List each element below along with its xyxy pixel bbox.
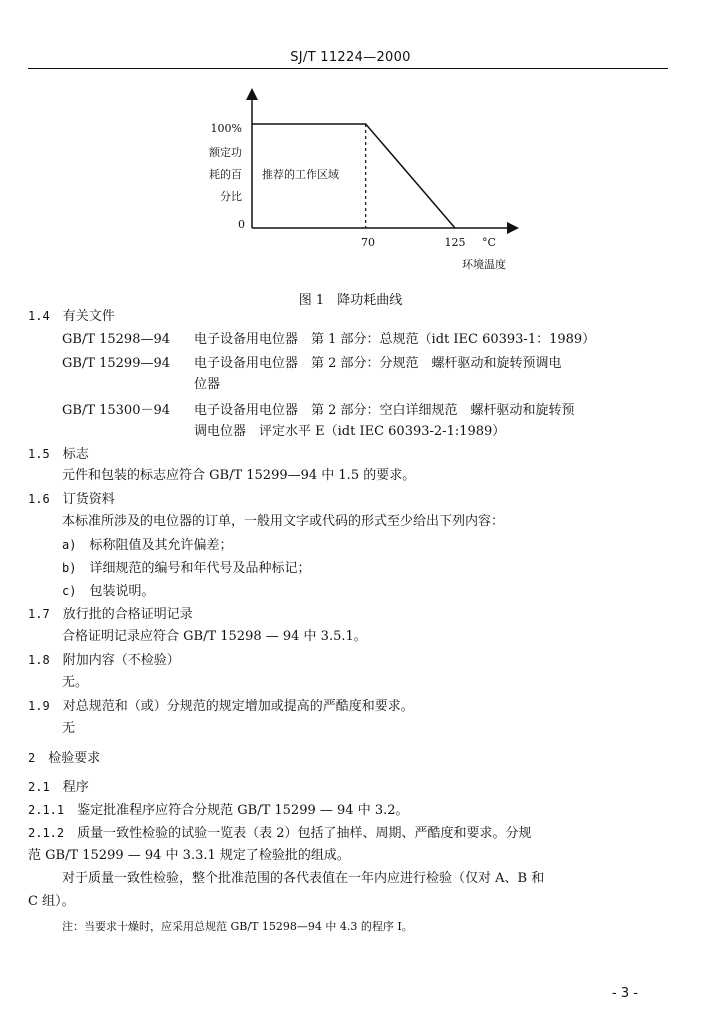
list-marker: a)	[62, 538, 77, 552]
derating-curve-chart	[195, 88, 525, 288]
clause-2-1-1	[28, 801, 409, 820]
section-number: 2.1.2	[28, 826, 65, 840]
list-text: 标称阻值及其允许偏差；	[89, 538, 233, 553]
clause-paragraph-continued: C 组）。	[28, 894, 75, 909]
reference-code: GB/T 15298—94	[62, 332, 171, 347]
reference-title: 电子设备用电位器 第 1 部分：总规范（idt IEC 60393-1：1989）	[194, 332, 596, 347]
section-1-4-heading	[28, 307, 115, 326]
section-body: 本标准所涉及的电位器的订单，一般用文字或代码的形式至少给出下列内容：	[62, 514, 505, 529]
y-tick-0: 0	[238, 218, 245, 231]
reference-title: 电子设备用电位器 第 2 部分：分规范 螺杆驱动和旋转预调电	[194, 356, 562, 371]
section-title: 订货资料	[62, 492, 115, 507]
list-marker: b)	[62, 561, 77, 575]
section-1-5-heading	[28, 445, 89, 464]
section-title: 有关文件	[62, 309, 115, 324]
section-1-6-heading	[28, 490, 115, 509]
list-item	[62, 559, 310, 578]
x-unit: °C	[482, 236, 496, 249]
clause-text: 质量一致性检验的试验一览表（表 2）包括了抽样、周期、严酷度和要求。分规	[77, 826, 532, 841]
section-body: 无	[62, 721, 76, 736]
clause-text: 鉴定批准程序应符合分规范 GB/T 15299 — 94 中 3.2。	[77, 803, 409, 818]
reference-code: GB/T 15300－94	[62, 403, 171, 418]
section-number: 2.1.1	[28, 803, 65, 817]
header-rule	[28, 68, 668, 69]
section-number: 2.1	[28, 780, 50, 794]
reference-title-continued: 调电位器 评定水平 E（idt IEC 60393-2-1:1989）	[194, 424, 506, 439]
section-title: 检验要求	[48, 751, 101, 766]
y-label-line-1: 额定功	[209, 146, 242, 159]
section-title: 程序	[62, 780, 89, 795]
section-number: 1.6	[28, 492, 50, 506]
section-1-7-heading	[28, 605, 193, 624]
list-text: 详细规范的编号和年代号及品种标记；	[89, 561, 311, 576]
section-1-9-heading	[28, 697, 414, 716]
clause-paragraph: 对于质量一致性检验，整个批准范围的各代表值在一年内应进行检验（仅对 A、B 和	[62, 871, 545, 886]
section-title: 标志	[62, 447, 89, 462]
x-axis-label: 环境温度	[462, 258, 506, 271]
list-item	[62, 582, 154, 601]
section-1-8-heading	[28, 651, 180, 670]
reference-code: GB/T 15299—94	[62, 356, 171, 371]
section-title: 附加内容（不检验）	[62, 653, 180, 668]
figure-caption: 图 1 降功耗曲线	[298, 293, 403, 308]
x-tick-70: 70	[361, 236, 375, 249]
reference-title-continued: 位器	[194, 377, 221, 392]
note-text: 注：当要求十燥时，应采用总规范 GB/T 15298—94 中 4.3 的程序 I。	[62, 920, 413, 933]
section-number: 1.9	[28, 699, 50, 713]
section-body: 合格证明记录应符合 GB/T 15298 — 94 中 3.5.1。	[62, 629, 367, 644]
clause-text-continued: 范 GB/T 15299 — 94 中 3.3.1 规定了检验批的组成。	[28, 848, 350, 863]
section-2-1-heading	[28, 778, 89, 797]
region-label: 推荐的工作区域	[262, 168, 339, 181]
section-number: 2	[28, 751, 36, 765]
section-number: 1.8	[28, 653, 50, 667]
section-title: 放行批的合格证明记录	[62, 607, 193, 622]
section-number: 1.4	[28, 309, 50, 323]
y-label-line-2: 耗的百	[209, 168, 242, 181]
list-marker: c)	[62, 584, 77, 598]
list-item	[62, 536, 232, 555]
clause-2-1-2	[28, 824, 532, 843]
list-text: 包装说明。	[89, 584, 155, 599]
section-number: 1.7	[28, 607, 50, 621]
document-code-header: SJ/T 11224—2000	[290, 50, 411, 65]
page-number: - 3 -	[612, 986, 638, 1001]
y-tick-100: 100%	[210, 122, 242, 135]
y-label-line-3: 分比	[220, 190, 242, 203]
section-number: 1.5	[28, 447, 50, 461]
section-body: 无。	[62, 675, 89, 690]
section-body: 元件和包装的标志应符合 GB/T 15299—94 中 1.5 的要求。	[62, 468, 416, 483]
chapter-2-heading	[28, 749, 100, 768]
section-title: 对总规范和（或）分规范的规定增加或提高的严酷度和要求。	[62, 699, 414, 714]
reference-title: 电子设备用电位器 第 2 部分：空白详细规范 螺杆驱动和旋转预	[194, 403, 575, 418]
x-tick-125: 125	[444, 236, 466, 249]
